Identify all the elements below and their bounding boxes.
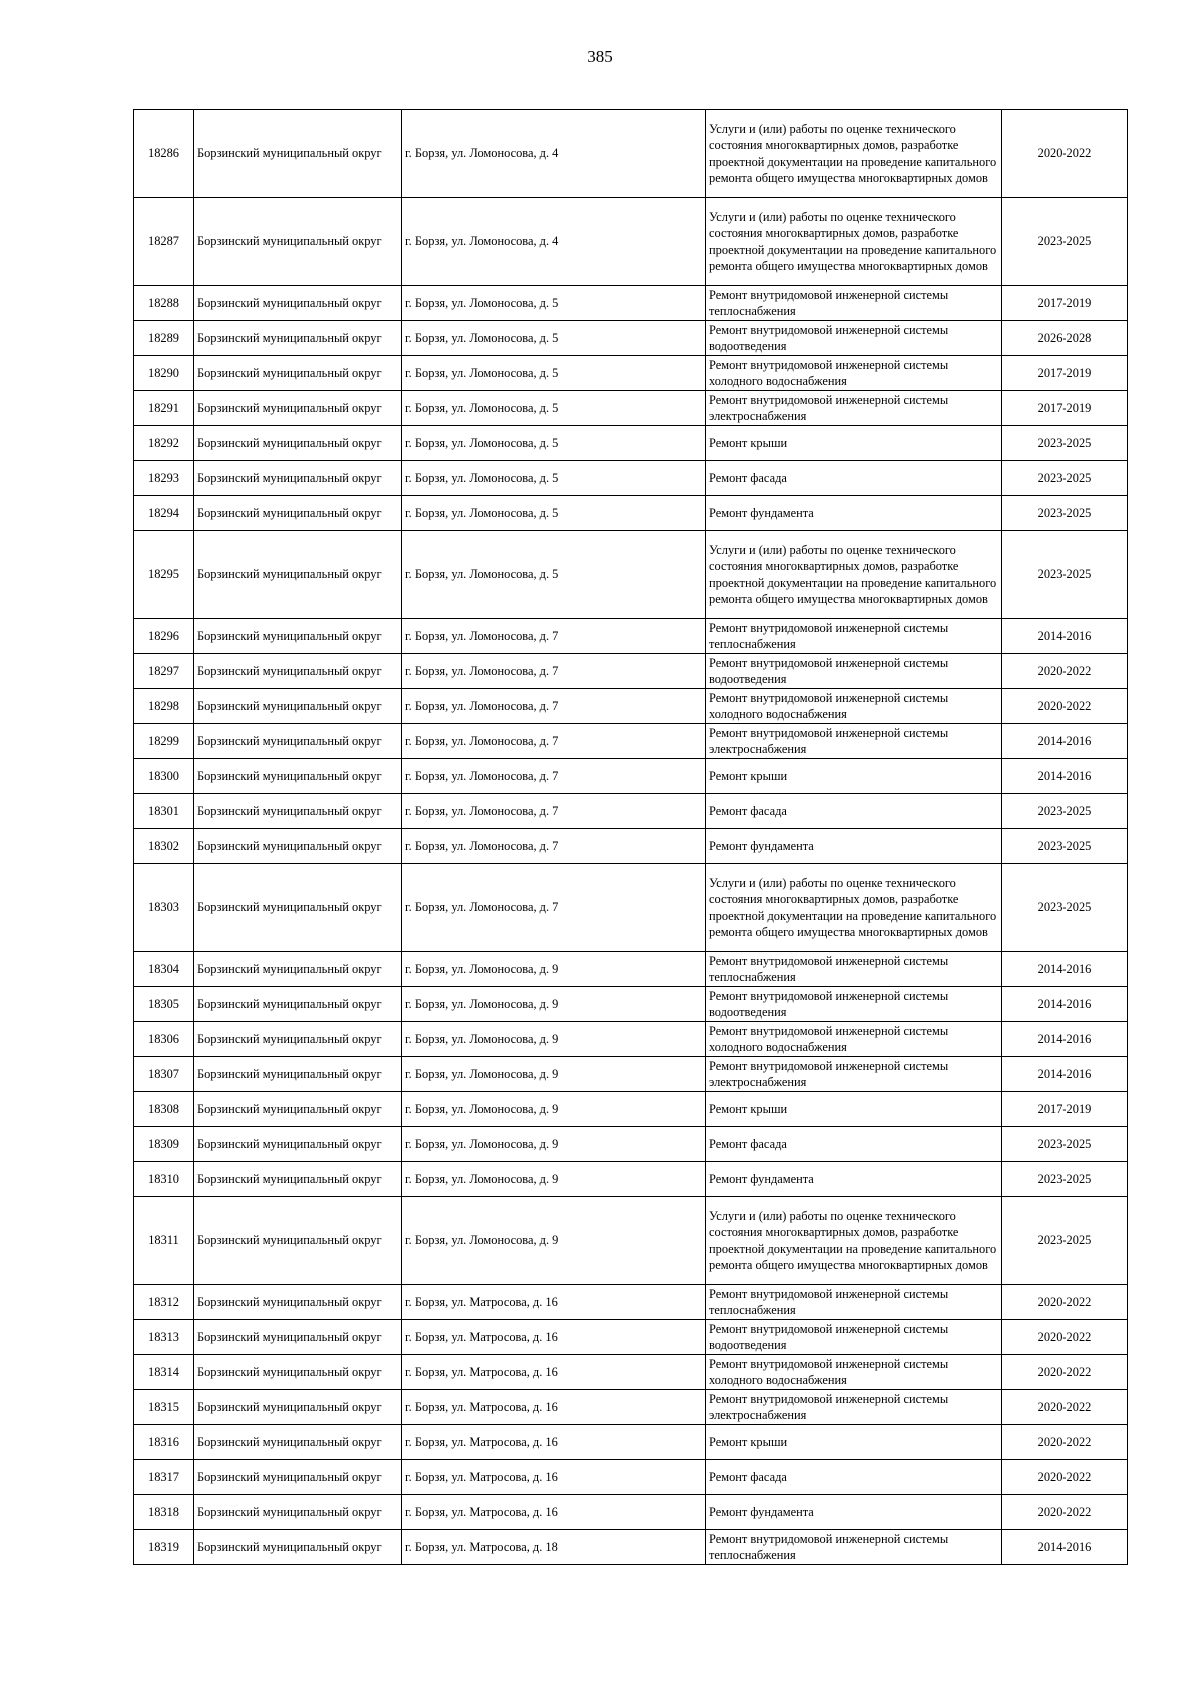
district-cell: Борзинский муниципальный округ [194, 1530, 402, 1565]
row-number: 18296 [134, 619, 194, 654]
period-cell: 2023-2025 [1002, 794, 1128, 829]
address-cell: г. Борзя, ул. Ломоносова, д. 9 [402, 1022, 706, 1057]
table-row [134, 321, 1128, 356]
work-type-cell: Ремонт внутридомовой инженерной системы теплоснабжения [706, 619, 1002, 654]
district-cell: Борзинский муниципальный округ [194, 987, 402, 1022]
table-row [134, 794, 1128, 829]
period-cell: 2014-2016 [1002, 759, 1128, 794]
address-cell: г. Борзя, ул. Ломоносова, д. 5 [402, 531, 706, 619]
period-cell: 2014-2016 [1002, 1022, 1128, 1057]
period-cell: 2020-2022 [1002, 1495, 1128, 1530]
table-row [134, 110, 1128, 198]
table-row [134, 1355, 1128, 1390]
district-cell: Борзинский муниципальный округ [194, 110, 402, 198]
work-type-cell: Ремонт внутридомовой инженерной системы электроснабжения [706, 1057, 1002, 1092]
work-type-cell: Ремонт внутридомовой инженерной системы водоотведения [706, 654, 1002, 689]
work-type-cell: Услуги и (или) работы по оценке технического состояния многоквартирных домов, разработке проектной документации на проведение капитального ремонта общего имущества многоквартирных домов [706, 1197, 1002, 1285]
district-cell: Борзинский муниципальный округ [194, 1320, 402, 1355]
row-number: 18313 [134, 1320, 194, 1355]
row-number: 18301 [134, 794, 194, 829]
table-row [134, 1057, 1128, 1092]
period-cell: 2020-2022 [1002, 1320, 1128, 1355]
period-cell: 2023-2025 [1002, 1197, 1128, 1285]
district-cell: Борзинский муниципальный округ [194, 321, 402, 356]
work-type-cell: Ремонт крыши [706, 1092, 1002, 1127]
address-cell: г. Борзя, ул. Ломоносова, д. 9 [402, 987, 706, 1022]
table-row [134, 759, 1128, 794]
address-cell: г. Борзя, ул. Ломоносова, д. 4 [402, 198, 706, 286]
address-cell: г. Борзя, ул. Матросова, д. 16 [402, 1425, 706, 1460]
work-type-cell: Ремонт внутридомовой инженерной системы электроснабжения [706, 391, 1002, 426]
work-type-cell: Ремонт крыши [706, 426, 1002, 461]
address-cell: г. Борзя, ул. Ломоносова, д. 7 [402, 829, 706, 864]
row-number: 18319 [134, 1530, 194, 1565]
period-cell: 2020-2022 [1002, 110, 1128, 198]
period-cell: 2020-2022 [1002, 1285, 1128, 1320]
period-cell: 2014-2016 [1002, 619, 1128, 654]
district-cell: Борзинский муниципальный округ [194, 1390, 402, 1425]
district-cell: Борзинский муниципальный округ [194, 531, 402, 619]
table-row [134, 689, 1128, 724]
work-type-cell: Ремонт внутридомовой инженерной системы электроснабжения [706, 1390, 1002, 1425]
table-row [134, 391, 1128, 426]
district-cell: Борзинский муниципальный округ [194, 496, 402, 531]
row-number: 18312 [134, 1285, 194, 1320]
work-type-cell: Ремонт фасада [706, 1127, 1002, 1162]
table-row [134, 1495, 1128, 1530]
district-cell: Борзинский муниципальный округ [194, 1197, 402, 1285]
period-cell: 2020-2022 [1002, 654, 1128, 689]
address-cell: г. Борзя, ул. Матросова, д. 16 [402, 1390, 706, 1425]
work-type-cell: Ремонт фундамента [706, 1495, 1002, 1530]
district-cell: Борзинский муниципальный округ [194, 356, 402, 391]
period-cell: 2020-2022 [1002, 689, 1128, 724]
row-number: 18302 [134, 829, 194, 864]
row-number: 18299 [134, 724, 194, 759]
address-cell: г. Борзя, ул. Ломоносова, д. 9 [402, 1092, 706, 1127]
district-cell: Борзинский муниципальный округ [194, 391, 402, 426]
row-number: 18317 [134, 1460, 194, 1495]
table-row [134, 864, 1128, 952]
table-row [134, 829, 1128, 864]
work-type-cell: Ремонт внутридомовой инженерной системы холодного водоснабжения [706, 1022, 1002, 1057]
table-row [134, 198, 1128, 286]
row-number: 18294 [134, 496, 194, 531]
address-cell: г. Борзя, ул. Ломоносова, д. 9 [402, 952, 706, 987]
address-cell: г. Борзя, ул. Ломоносова, д. 9 [402, 1197, 706, 1285]
district-cell: Борзинский муниципальный округ [194, 952, 402, 987]
district-cell: Борзинский муниципальный округ [194, 759, 402, 794]
row-number: 18292 [134, 426, 194, 461]
work-type-cell: Ремонт внутридомовой инженерной системы холодного водоснабжения [706, 356, 1002, 391]
district-cell: Борзинский муниципальный округ [194, 1460, 402, 1495]
period-cell: 2014-2016 [1002, 1057, 1128, 1092]
table-row [134, 1022, 1128, 1057]
district-cell: Борзинский муниципальный округ [194, 426, 402, 461]
row-number: 18297 [134, 654, 194, 689]
work-type-cell: Ремонт внутридомовой инженерной системы водоотведения [706, 321, 1002, 356]
row-number: 18303 [134, 864, 194, 952]
table-row [134, 987, 1128, 1022]
period-cell: 2014-2016 [1002, 1530, 1128, 1565]
table-row [134, 1530, 1128, 1565]
period-cell: 2023-2025 [1002, 1127, 1128, 1162]
address-cell: г. Борзя, ул. Ломоносова, д. 4 [402, 110, 706, 198]
period-cell: 2017-2019 [1002, 286, 1128, 321]
row-number: 18287 [134, 198, 194, 286]
district-cell: Борзинский муниципальный округ [194, 689, 402, 724]
district-cell: Борзинский муниципальный округ [194, 1057, 402, 1092]
table-row [134, 1162, 1128, 1197]
table-row [134, 724, 1128, 759]
district-cell: Борзинский муниципальный округ [194, 1092, 402, 1127]
period-cell: 2023-2025 [1002, 531, 1128, 619]
period-cell: 2023-2025 [1002, 426, 1128, 461]
period-cell: 2023-2025 [1002, 461, 1128, 496]
row-number: 18311 [134, 1197, 194, 1285]
address-cell: г. Борзя, ул. Ломоносова, д. 7 [402, 864, 706, 952]
district-cell: Борзинский муниципальный округ [194, 286, 402, 321]
period-cell: 2023-2025 [1002, 1162, 1128, 1197]
row-number: 18291 [134, 391, 194, 426]
work-type-cell: Ремонт фасада [706, 1460, 1002, 1495]
row-number: 18306 [134, 1022, 194, 1057]
address-cell: г. Борзя, ул. Ломоносова, д. 9 [402, 1162, 706, 1197]
row-number: 18289 [134, 321, 194, 356]
address-cell: г. Борзя, ул. Ломоносова, д. 9 [402, 1057, 706, 1092]
work-type-cell: Ремонт фасада [706, 794, 1002, 829]
period-cell: 2020-2022 [1002, 1355, 1128, 1390]
row-number: 18309 [134, 1127, 194, 1162]
row-number: 18314 [134, 1355, 194, 1390]
address-cell: г. Борзя, ул. Ломоносова, д. 5 [402, 391, 706, 426]
district-cell: Борзинский муниципальный округ [194, 619, 402, 654]
district-cell: Борзинский муниципальный округ [194, 198, 402, 286]
work-type-cell: Ремонт внутридомовой инженерной системы электроснабжения [706, 724, 1002, 759]
table-row [134, 1092, 1128, 1127]
period-cell: 2020-2022 [1002, 1390, 1128, 1425]
row-number: 18286 [134, 110, 194, 198]
address-cell: г. Борзя, ул. Ломоносова, д. 7 [402, 654, 706, 689]
work-type-cell: Ремонт внутридомовой инженерной системы теплоснабжения [706, 952, 1002, 987]
period-cell: 2017-2019 [1002, 356, 1128, 391]
work-type-cell: Ремонт внутридомовой инженерной системы водоотведения [706, 987, 1002, 1022]
table-row [134, 619, 1128, 654]
table-row [134, 531, 1128, 619]
row-number: 18310 [134, 1162, 194, 1197]
address-cell: г. Борзя, ул. Матросова, д. 16 [402, 1495, 706, 1530]
address-cell: г. Борзя, ул. Матросова, д. 16 [402, 1355, 706, 1390]
table-row [134, 1197, 1128, 1285]
work-type-cell: Ремонт внутридомовой инженерной системы холодного водоснабжения [706, 689, 1002, 724]
district-cell: Борзинский муниципальный округ [194, 1355, 402, 1390]
table-row [134, 654, 1128, 689]
period-cell: 2020-2022 [1002, 1425, 1128, 1460]
period-cell: 2023-2025 [1002, 496, 1128, 531]
row-number: 18308 [134, 1092, 194, 1127]
work-type-cell: Ремонт внутридомовой инженерной системы теплоснабжения [706, 286, 1002, 321]
district-cell: Борзинский муниципальный округ [194, 1495, 402, 1530]
table-row [134, 952, 1128, 987]
address-cell: г. Борзя, ул. Матросова, д. 16 [402, 1320, 706, 1355]
table-row [134, 496, 1128, 531]
period-cell: 2014-2016 [1002, 987, 1128, 1022]
row-number: 18295 [134, 531, 194, 619]
period-cell: 2017-2019 [1002, 1092, 1128, 1127]
district-cell: Борзинский муниципальный округ [194, 1022, 402, 1057]
table-row [134, 461, 1128, 496]
table-row [134, 286, 1128, 321]
work-type-cell: Ремонт внутридомовой инженерной системы холодного водоснабжения [706, 1355, 1002, 1390]
row-number: 18300 [134, 759, 194, 794]
address-cell: г. Борзя, ул. Матросова, д. 16 [402, 1285, 706, 1320]
work-type-cell: Ремонт внутридомовой инженерной системы теплоснабжения [706, 1530, 1002, 1565]
row-number: 18304 [134, 952, 194, 987]
work-type-cell: Услуги и (или) работы по оценке технического состояния многоквартирных домов, разработке проектной документации на проведение капитального ремонта общего имущества многоквартирных домов [706, 864, 1002, 952]
page-number: 385 [587, 47, 613, 66]
address-cell: г. Борзя, ул. Ломоносова, д. 7 [402, 619, 706, 654]
work-type-cell: Ремонт внутридомовой инженерной системы теплоснабжения [706, 1285, 1002, 1320]
district-cell: Борзинский муниципальный округ [194, 1285, 402, 1320]
row-number: 18293 [134, 461, 194, 496]
period-cell: 2014-2016 [1002, 724, 1128, 759]
address-cell: г. Борзя, ул. Ломоносова, д. 7 [402, 794, 706, 829]
table-row [134, 1460, 1128, 1495]
district-cell: Борзинский муниципальный округ [194, 1162, 402, 1197]
work-type-cell: Услуги и (или) работы по оценке технического состояния многоквартирных домов, разработке проектной документации на проведение капитального ремонта общего имущества многоквартирных домов [706, 110, 1002, 198]
work-type-cell: Ремонт внутридомовой инженерной системы водоотведения [706, 1320, 1002, 1355]
address-cell: г. Борзя, ул. Ломоносова, д. 7 [402, 724, 706, 759]
row-number: 18288 [134, 286, 194, 321]
work-type-cell: Ремонт фасада [706, 461, 1002, 496]
address-cell: г. Борзя, ул. Матросова, д. 16 [402, 1460, 706, 1495]
row-number: 18290 [134, 356, 194, 391]
address-cell: г. Борзя, ул. Ломоносова, д. 5 [402, 286, 706, 321]
table-body [134, 110, 1128, 1565]
address-cell: г. Борзя, ул. Ломоносова, д. 5 [402, 321, 706, 356]
address-cell: г. Борзя, ул. Ломоносова, д. 5 [402, 356, 706, 391]
period-cell: 2023-2025 [1002, 829, 1128, 864]
address-cell: г. Борзя, ул. Ломоносова, д. 7 [402, 689, 706, 724]
period-cell: 2014-2016 [1002, 952, 1128, 987]
work-type-cell: Ремонт фундамента [706, 496, 1002, 531]
repair-schedule-table [133, 109, 1128, 1565]
address-cell: г. Борзя, ул. Ломоносова, д. 5 [402, 496, 706, 531]
row-number: 18307 [134, 1057, 194, 1092]
period-cell: 2026-2028 [1002, 321, 1128, 356]
table-row [134, 1285, 1128, 1320]
district-cell: Борзинский муниципальный округ [194, 654, 402, 689]
period-cell: 2017-2019 [1002, 391, 1128, 426]
table-row [134, 1390, 1128, 1425]
period-cell: 2023-2025 [1002, 198, 1128, 286]
address-cell: г. Борзя, ул. Ломоносова, д. 5 [402, 426, 706, 461]
district-cell: Борзинский муниципальный округ [194, 1127, 402, 1162]
period-cell: 2023-2025 [1002, 864, 1128, 952]
work-type-cell: Ремонт фундамента [706, 1162, 1002, 1197]
row-number: 18315 [134, 1390, 194, 1425]
address-cell: г. Борзя, ул. Ломоносова, д. 7 [402, 759, 706, 794]
table-row [134, 1425, 1128, 1460]
address-cell: г. Борзя, ул. Ломоносова, д. 9 [402, 1127, 706, 1162]
work-type-cell: Ремонт крыши [706, 1425, 1002, 1460]
address-cell: г. Борзя, ул. Ломоносова, д. 5 [402, 461, 706, 496]
work-type-cell: Услуги и (или) работы по оценке технического состояния многоквартирных домов, разработке проектной документации на проведение капитального ремонта общего имущества многоквартирных домов [706, 198, 1002, 286]
table-row [134, 1320, 1128, 1355]
district-cell: Борзинский муниципальный округ [194, 1425, 402, 1460]
table-row [134, 356, 1128, 391]
district-cell: Борзинский муниципальный округ [194, 724, 402, 759]
address-cell: г. Борзя, ул. Матросова, д. 18 [402, 1530, 706, 1565]
period-cell: 2020-2022 [1002, 1460, 1128, 1495]
row-number: 18316 [134, 1425, 194, 1460]
row-number: 18318 [134, 1495, 194, 1530]
table-row [134, 426, 1128, 461]
work-type-cell: Ремонт крыши [706, 759, 1002, 794]
row-number: 18305 [134, 987, 194, 1022]
table-row [134, 1127, 1128, 1162]
work-type-cell: Услуги и (или) работы по оценке технического состояния многоквартирных домов, разработке проектной документации на проведение капитального ремонта общего имущества многоквартирных домов [706, 531, 1002, 619]
district-cell: Борзинский муниципальный округ [194, 829, 402, 864]
work-type-cell: Ремонт фундамента [706, 829, 1002, 864]
district-cell: Борзинский муниципальный округ [194, 864, 402, 952]
district-cell: Борзинский муниципальный округ [194, 794, 402, 829]
row-number: 18298 [134, 689, 194, 724]
district-cell: Борзинский муниципальный округ [194, 461, 402, 496]
